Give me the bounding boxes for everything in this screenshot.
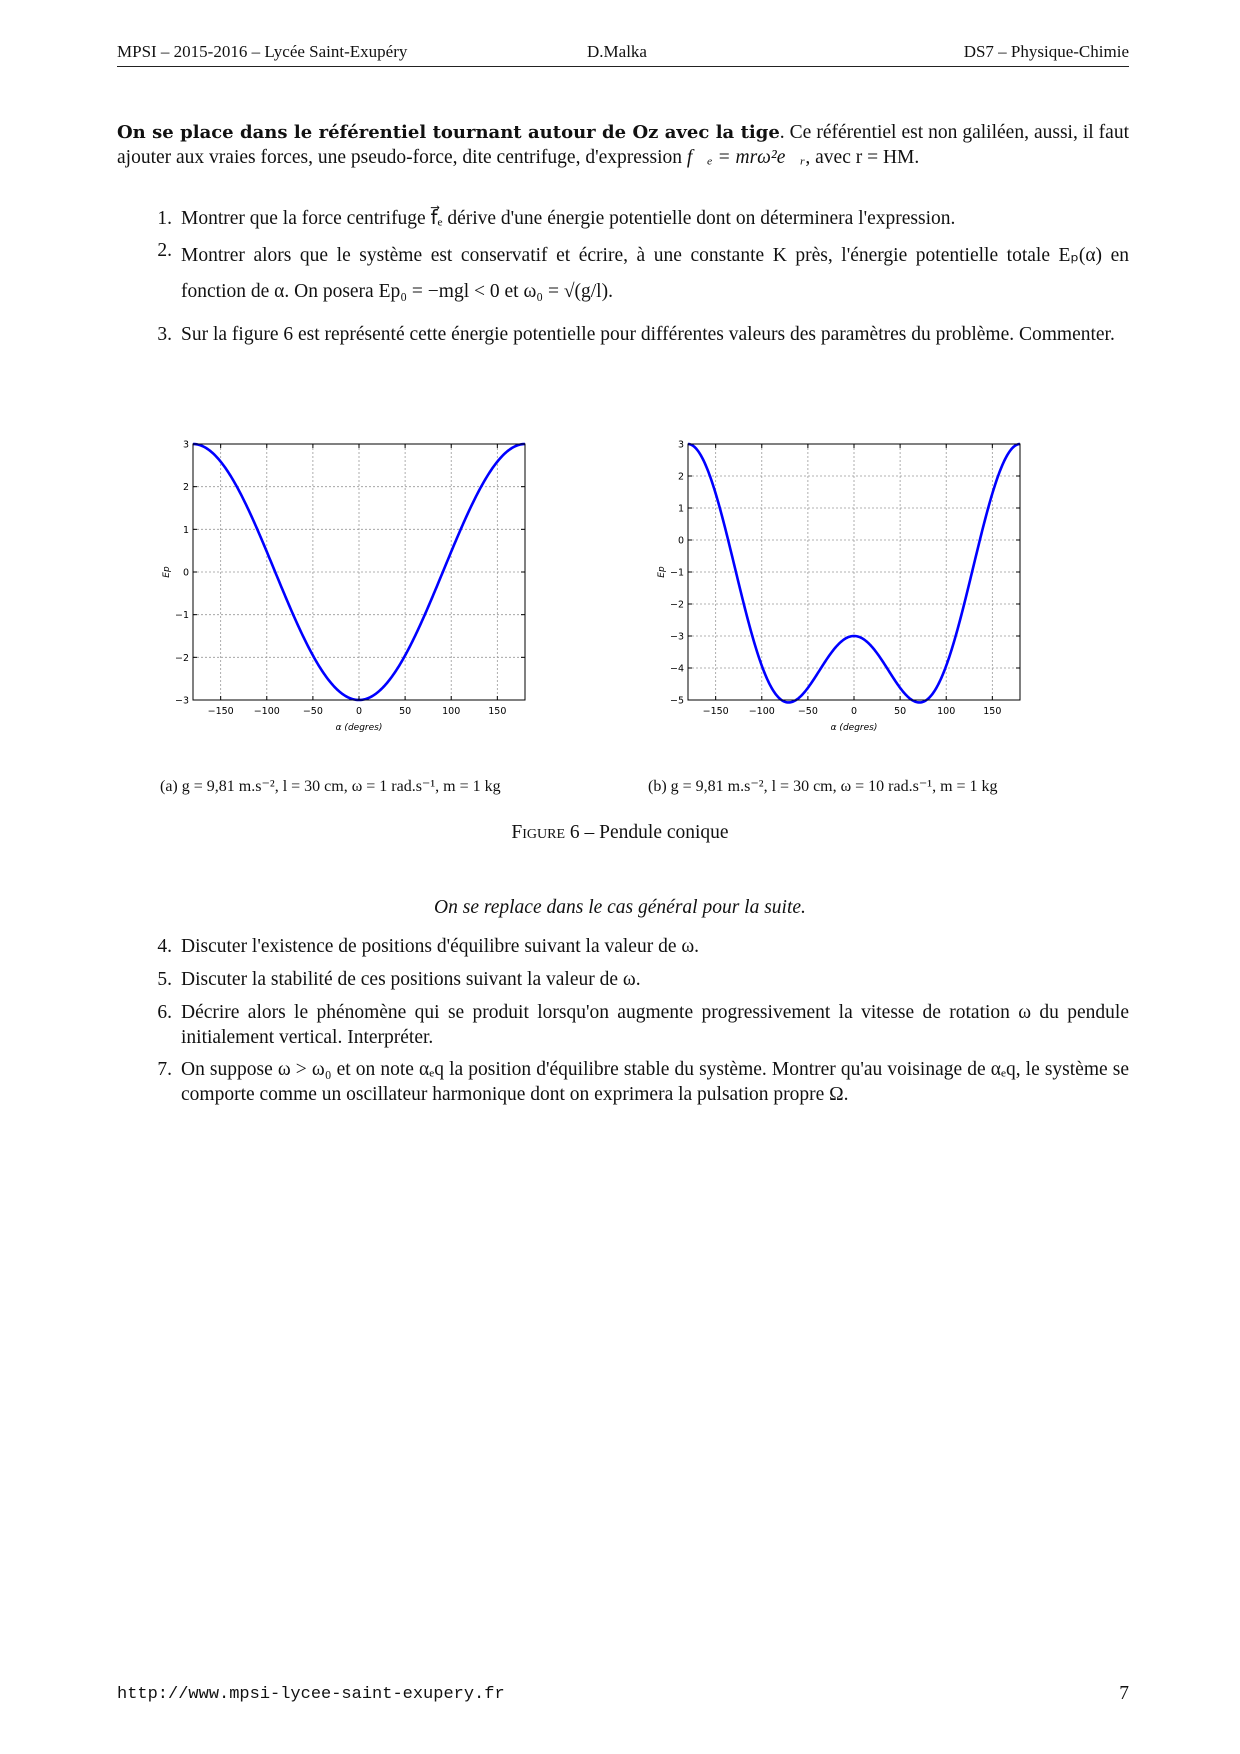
- y-tick-label: −1: [174, 610, 189, 622]
- intro-bold: On se place dans le référentiel tournant autour de Oz avec la tige: [117, 122, 780, 143]
- page: MPSI – 2015-2016 – Lycée Saint-Exupéry D.Malka DS7 – Physique-Chimie On se place dans le référentiel tournant autour de Oz avec la tige. Ce référentiel est non galiléen, aussi, il faut ajouter aux vraies forces, une pseudo-force, dite centrifuge, d'expression f⃗ₑ = mrω²e⃗ᵣ, avec r = HM. 1. Montrer que la force centrifuge f⃗ₑ dérive d'une énergie potentielle dont on déterminera l'expression. 2. Montrer alors que le système est conservatif et écrire, à une constante K près, l'énergie potentielle totale Eₚ(α) en fonction de α. On posera Ep₀ = −mgl < 0 et ω₀ = √(g/l). 3. Sur la figure 6 est représenté cette énergie potentielle pour différentes valeurs des paramètres du problème. Commenter. −150 −100 −50 0 50 100 150 −3 −2 −1 0 1 2 3 α (degres) Ep −150 −100 −50 0 50 100 150 −5 −4 −3 −2 −1 0 1 2 3 α (degres) Ep (a) g = 9,81 m.s⁻², l = 30 cm, ω = 1 rad.s⁻¹, m = 1 kg (b) g = 9,81 m.s⁻², l = 30 cm, ω = 10 rad.s⁻¹, m = 1 kg Figure 6 – Pendule conique On se replace dans le cas général pour la suite. 4. Discuter l'existence de positions d'équilibre suivant la valeur de ω. 5. Discuter la stabilité de ces positions suivant la valeur de ω. 6. Décrire alors le phénomène qui se produit lorsqu'on augmente progressivement la vitesse de rotation ω du pendule initialement vertical. Interpréter. 7. On suppose ω > ω₀ et on note αₑq la position d'équilibre stable du système. Montrer qu'au voisinage de αₑq, le système se comporte comme un oscillateur harmonique dont on exprimera la pulsation propre Ω. http://www.mpsi-lycee-saint-exupery.fr 7: [0, 0, 1240, 1754]
- intro-formula: f⃗ₑ = mrω²e⃗ᵣ: [686, 147, 806, 168]
- x-tick-label: 100: [442, 706, 461, 717]
- y-tick-label: −4: [669, 663, 684, 675]
- y-axis-label: Ep: [657, 566, 667, 578]
- y-tick-label: 0: [182, 567, 189, 579]
- y-tick-label: −2: [174, 652, 189, 664]
- question-text: On suppose ω > ω₀ et on note αₑq la position d'équilibre stable du système. Montrer qu'au voisinage de αₑq, le système se comporte comme un oscillateur harmonique dont on exprimera la pulsation propre Ω.: [181, 1059, 1129, 1105]
- y-tick-label: −1: [669, 567, 684, 579]
- x-tick-label: 150: [488, 706, 507, 717]
- x-tick-label: 150: [983, 706, 1002, 717]
- caption-b: (b) g = 9,81 m.s⁻², l = 30 cm, ω = 10 rad.s⁻¹, m = 1 kg: [648, 778, 998, 795]
- x-tick-label: 0: [850, 706, 858, 717]
- question-text: Discuter l'existence de positions d'équilibre suivant la valeur de ω.: [181, 936, 700, 957]
- header-left: MPSI – 2015-2016 – Lycée Saint-Exupéry: [117, 42, 408, 61]
- y-tick-label: −3: [669, 631, 684, 643]
- question-text: Décrire alors le phénomène qui se produit lorsqu'on augmente progressivement la vitesse de rotation ω du pendule initialement vertical. Interpréter.: [181, 1002, 1129, 1048]
- y-tick-label: −3: [174, 695, 189, 707]
- x-tick-label: −50: [797, 706, 818, 717]
- page-header: [117, 40, 1129, 67]
- intro-paragraph: [117, 120, 1129, 170]
- y-tick-label: 1: [182, 524, 189, 536]
- x-axis-label: α (degres): [335, 723, 383, 733]
- x-tick-label: 50: [399, 706, 412, 717]
- question-text: Montrer alors que le système est conservatif et écrire, à une constante K près, l'énergie potentielle totale Eₚ(α) en fonction de α. On posera Ep₀ = −mgl < 0 et ω₀ = √(g/l).: [181, 245, 1129, 302]
- question-text: Discuter la stabilité de ces positions suivant la valeur de ω.: [181, 969, 641, 990]
- y-tick-label: 2: [182, 482, 189, 494]
- x-tick-label: 50: [894, 706, 907, 717]
- chart-b: [650, 432, 1070, 762]
- y-tick-label: 2: [677, 471, 684, 483]
- x-tick-label: 100: [937, 706, 956, 717]
- x-tick-label: −100: [253, 706, 280, 717]
- header-center: D.Malka: [587, 42, 647, 61]
- page-number: 7: [1119, 1683, 1129, 1704]
- y-tick-label: 0: [677, 535, 684, 547]
- question-text: Montrer que la force centrifuge f⃗ₑ dérive d'une énergie potentielle dont on déterminera l'expression.: [181, 208, 956, 229]
- header-right: DS7 – Physique-Chimie: [963, 42, 1129, 61]
- x-tick-label: −150: [702, 706, 729, 717]
- chart-a: [155, 432, 575, 762]
- x-tick-label: 0: [355, 706, 363, 717]
- x-tick-label: −150: [207, 706, 234, 717]
- intro-tail: , avec r = HM.: [805, 147, 920, 168]
- y-tick-label: 3: [677, 439, 684, 451]
- y-tick-label: −2: [669, 599, 684, 611]
- y-tick-label: −5: [669, 695, 684, 707]
- figure-label: Figure 6 – Pendule conique: [511, 822, 729, 843]
- x-axis-label: α (degres): [830, 723, 878, 733]
- y-tick-label: 1: [677, 503, 684, 515]
- intro-text: . Ce référentiel est non galiléen, aussi, il faut ajouter aux vraies forces, une pseudo-force, dite centrifuge, d'expression: [117, 122, 1129, 168]
- footer-url[interactable]: http://www.mpsi-lycee-saint-exupery.fr: [117, 1685, 505, 1704]
- y-tick-label: 3: [182, 439, 189, 451]
- general-case-note: On se replace dans le cas général pour la suite.: [434, 897, 806, 918]
- question-text: Sur la figure 6 est représenté cette énergie potentielle pour différentes valeurs des paramètres du problème. Commenter.: [181, 324, 1115, 345]
- x-tick-label: −50: [302, 706, 323, 717]
- caption-a: (a) g = 9,81 m.s⁻², l = 30 cm, ω = 1 rad.s⁻¹, m = 1 kg: [160, 778, 501, 795]
- y-axis-label: Ep: [162, 566, 172, 578]
- x-tick-label: −100: [748, 706, 775, 717]
